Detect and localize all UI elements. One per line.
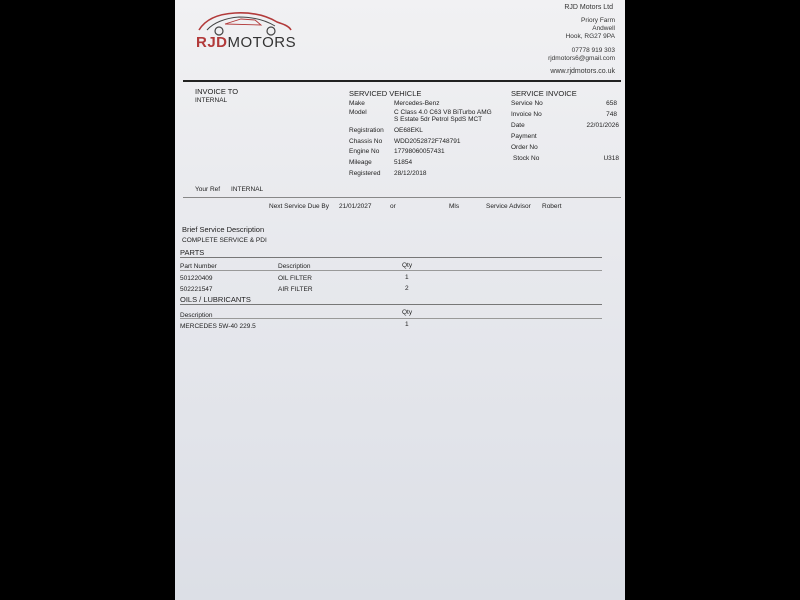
company-logo-text xyxy=(196,34,296,51)
invoice-to-name: INTERNAL xyxy=(195,97,228,104)
oils-col-description: Description xyxy=(180,312,213,319)
your-ref-label: Your Ref xyxy=(195,186,221,193)
table-row-oil-description: MERCEDES 5W-40 229.5 xyxy=(180,323,256,330)
mileage-label: Mileage xyxy=(349,159,372,166)
address-line-3: Hook, RG27 9PA xyxy=(565,33,615,40)
header-divider xyxy=(183,80,621,82)
service-invoice-heading: SERVICE INVOICE xyxy=(511,89,577,98)
registered-label: Registered xyxy=(349,170,381,177)
table-row-description: OIL FILTER xyxy=(278,275,312,282)
oils-header-divider xyxy=(180,318,602,319)
oils-col-qty: Qty xyxy=(402,309,413,316)
table-row-oil-qty: 1 xyxy=(405,321,409,328)
service-advisor-value: Robert xyxy=(542,203,562,210)
next-service-or: or xyxy=(390,203,396,210)
order-no-label: Order No xyxy=(511,144,538,151)
make-value: Mercedes-Benz xyxy=(394,100,440,107)
brief-description-text: COMPLETE SERVICE & PDI xyxy=(182,237,267,244)
model-value-line-2: S Estate 5dr Petrol SpdS MCT xyxy=(394,116,483,123)
parts-col-qty: Qty xyxy=(402,262,413,269)
service-no-label: Service No xyxy=(511,100,543,107)
parts-header-divider xyxy=(180,270,602,271)
invoice-to-heading: INVOICE TO xyxy=(195,87,239,96)
table-row-part-number: 502221547 xyxy=(180,286,213,293)
stock-no-label: Stock No xyxy=(513,155,540,162)
address-line-2: Andwell xyxy=(592,25,615,32)
next-service-date: 21/01/2027 xyxy=(339,203,372,210)
your-ref-value: INTERNAL xyxy=(231,186,264,193)
date-label: Date xyxy=(511,122,525,129)
chassis-value: WDD2052872F748791 xyxy=(394,138,461,145)
serviced-vehicle-heading: SERVICED VEHICLE xyxy=(349,89,422,98)
company-website: www.rjdmotors.co.uk xyxy=(550,68,615,75)
mileage-value: 51854 xyxy=(394,159,413,166)
company-name: RJD Motors Ltd xyxy=(564,4,613,11)
next-service-label: Next Service Due By xyxy=(269,203,329,210)
ref-divider xyxy=(183,197,621,198)
registration-value: OE68EKL xyxy=(394,127,423,134)
payment-label: Payment xyxy=(511,133,537,140)
next-service-mls: Mls xyxy=(449,203,460,210)
table-row-qty: 2 xyxy=(405,285,409,292)
stock-no-value: U318 xyxy=(603,155,619,162)
invoice-no-value: 748 xyxy=(606,111,617,118)
parts-col-description: Description xyxy=(278,263,311,270)
table-row-part-number: 501220409 xyxy=(180,275,213,282)
table-row-description: AIR FILTER xyxy=(278,286,313,293)
engine-value: 17798060057431 xyxy=(394,148,445,155)
chassis-label: Chassis No xyxy=(349,138,383,145)
registration-label: Registration xyxy=(349,127,384,134)
parts-col-part-number: Part Number xyxy=(180,263,217,270)
oils-heading: OILS / LUBRICANTS xyxy=(180,295,251,304)
address-line-1: Priory Farm xyxy=(581,17,615,24)
engine-label: Engine No xyxy=(349,148,380,155)
invoice-no-label: Invoice No xyxy=(511,111,542,118)
parts-heading-divider xyxy=(180,257,602,258)
invoice-paper xyxy=(175,0,625,600)
logo-text-rjd: RJD xyxy=(196,34,228,51)
oils-heading-divider xyxy=(180,304,602,305)
model-label: Model xyxy=(349,109,367,116)
company-phone: 07778 919 303 xyxy=(571,47,615,54)
service-advisor-label: Service Advisor xyxy=(486,203,531,210)
date-value: 22/01/2026 xyxy=(586,122,619,129)
logo-text-motors: MOTORS xyxy=(227,34,297,51)
table-row-qty: 1 xyxy=(405,274,409,281)
parts-heading: PARTS xyxy=(180,248,205,257)
make-label: Make xyxy=(349,100,365,107)
registered-value: 28/12/2018 xyxy=(394,170,427,177)
model-value-line-1: C Class 4.0 C63 V8 BiTurbo AMG xyxy=(394,109,492,116)
brief-description-heading: Brief Service Description xyxy=(182,225,265,234)
service-no-value: 658 xyxy=(606,100,617,107)
company-email: rjdmotors6@gmail.com xyxy=(548,55,615,62)
